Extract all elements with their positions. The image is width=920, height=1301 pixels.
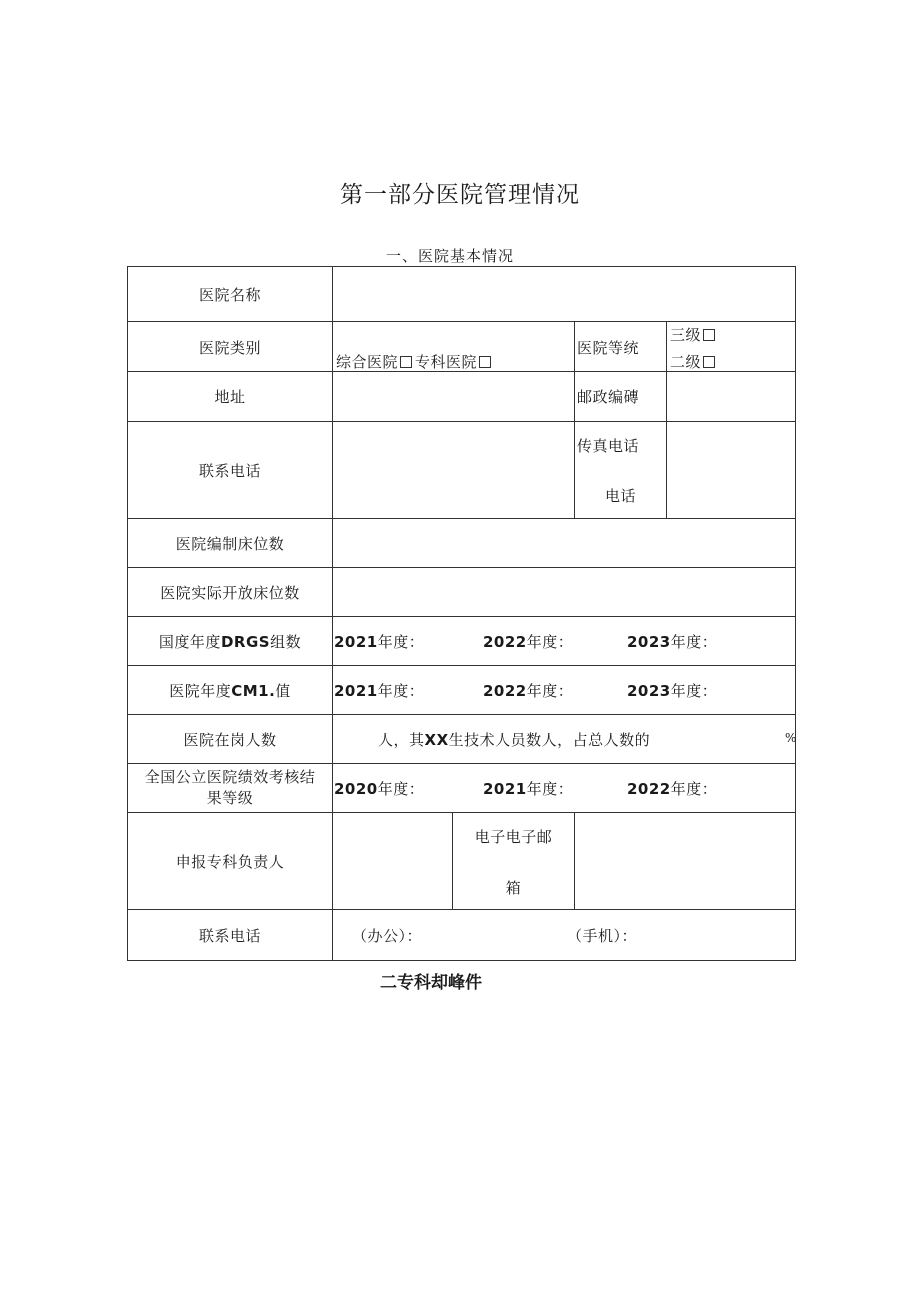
email-label-line1: 电子电子邮: [474, 828, 553, 846]
drgs-year-1[interactable]: 2021年度：: [334, 633, 425, 651]
level-option-tier2: 二级: [670, 351, 715, 372]
staff-detail[interactable]: 人，其XX生技术人员数人，占总人数的: [378, 731, 651, 749]
assessment-year-1[interactable]: 2020年度：: [334, 780, 425, 798]
staff-label: 医院在岗人数: [183, 731, 277, 749]
beds-actual-label: 医院实际开放床位数: [160, 584, 300, 602]
mobile-phone-field[interactable]: （手机）：: [567, 927, 638, 945]
drgs-year-2[interactable]: 2022年度：: [483, 633, 574, 651]
specialty-lead-label: 申报专科负责人: [175, 853, 285, 871]
column-divider: [574, 321, 575, 518]
assessment-year-3[interactable]: 2022年度：: [627, 780, 718, 798]
row-divider: [127, 616, 796, 617]
staff-percent: %: [785, 731, 797, 745]
section-heading-specialty: 二专科却峰件: [380, 973, 482, 993]
hospital-category-label: 医院类别: [198, 339, 261, 357]
postcode-label: 邮政编磚: [577, 388, 640, 406]
row-divider: [127, 567, 796, 568]
category-options: [336, 351, 491, 372]
address-field[interactable]: [334, 373, 573, 420]
phone-label: 联系电话: [198, 462, 261, 480]
table-border-right: [795, 266, 796, 960]
beds-actual-field[interactable]: [334, 569, 794, 615]
level-option-tier3: 三级: [670, 324, 715, 345]
fax-label: 传真电话: [577, 437, 640, 455]
drgs-year-3[interactable]: 2023年度：: [627, 633, 718, 651]
phone-field[interactable]: [334, 423, 573, 517]
fax-field[interactable]: [668, 423, 794, 517]
cmi-label: 医院年度CM1.值: [169, 682, 291, 700]
hospital-name-label: 医院名称: [198, 286, 261, 304]
tier2-checkbox[interactable]: [703, 356, 715, 368]
hospital-name-field[interactable]: [334, 268, 794, 320]
general-hospital-checkbox[interactable]: [400, 356, 412, 368]
page-title: 第一部分医院管理情况: [340, 182, 580, 208]
column-divider: [332, 266, 333, 960]
category-option-specialty: 专科医院: [415, 353, 478, 371]
column-divider: [574, 812, 575, 909]
row-divider: [127, 421, 796, 422]
office-phone-field[interactable]: （办公）：: [352, 927, 423, 945]
table-border-bottom: [127, 960, 796, 961]
row-divider: [127, 321, 796, 322]
row-divider: [127, 518, 796, 519]
category-option-general: 综合医院: [336, 353, 399, 371]
address-label: 地址: [214, 388, 246, 406]
specialty-lead-field[interactable]: [334, 814, 451, 908]
row-divider: [127, 909, 796, 910]
column-divider: [666, 321, 667, 518]
assessment-year-2[interactable]: 2021年度：: [483, 780, 574, 798]
cmi-year-2[interactable]: 2022年度：: [483, 682, 574, 700]
specialty-hospital-checkbox[interactable]: [479, 356, 491, 368]
row-divider: [127, 714, 796, 715]
beds-planned-label: 医院编制床位数: [175, 535, 285, 553]
cmi-year-3[interactable]: 2023年度：: [627, 682, 718, 700]
contact-phone-label: 联系电话: [198, 927, 261, 945]
table-border-top: [127, 266, 796, 267]
postcode-field[interactable]: [668, 373, 794, 420]
tier3-checkbox[interactable]: [703, 329, 715, 341]
row-divider: [127, 812, 796, 813]
email-field[interactable]: [576, 814, 794, 908]
email-label-line2: 箱: [505, 879, 522, 897]
hospital-level-label: 医院等统: [577, 339, 640, 357]
assessment-label: 全国公立医院绩效考核结 果等级: [144, 768, 316, 807]
section-heading-basic-info: 一、医院基本情况: [385, 247, 514, 265]
cmi-year-1[interactable]: 2021年度：: [334, 682, 425, 700]
beds-planned-field[interactable]: [334, 520, 794, 566]
row-divider: [127, 665, 796, 666]
drgs-label: 国度年度DRGS组数: [158, 633, 302, 651]
row-divider: [127, 763, 796, 764]
tel-label: 电话: [605, 487, 637, 505]
